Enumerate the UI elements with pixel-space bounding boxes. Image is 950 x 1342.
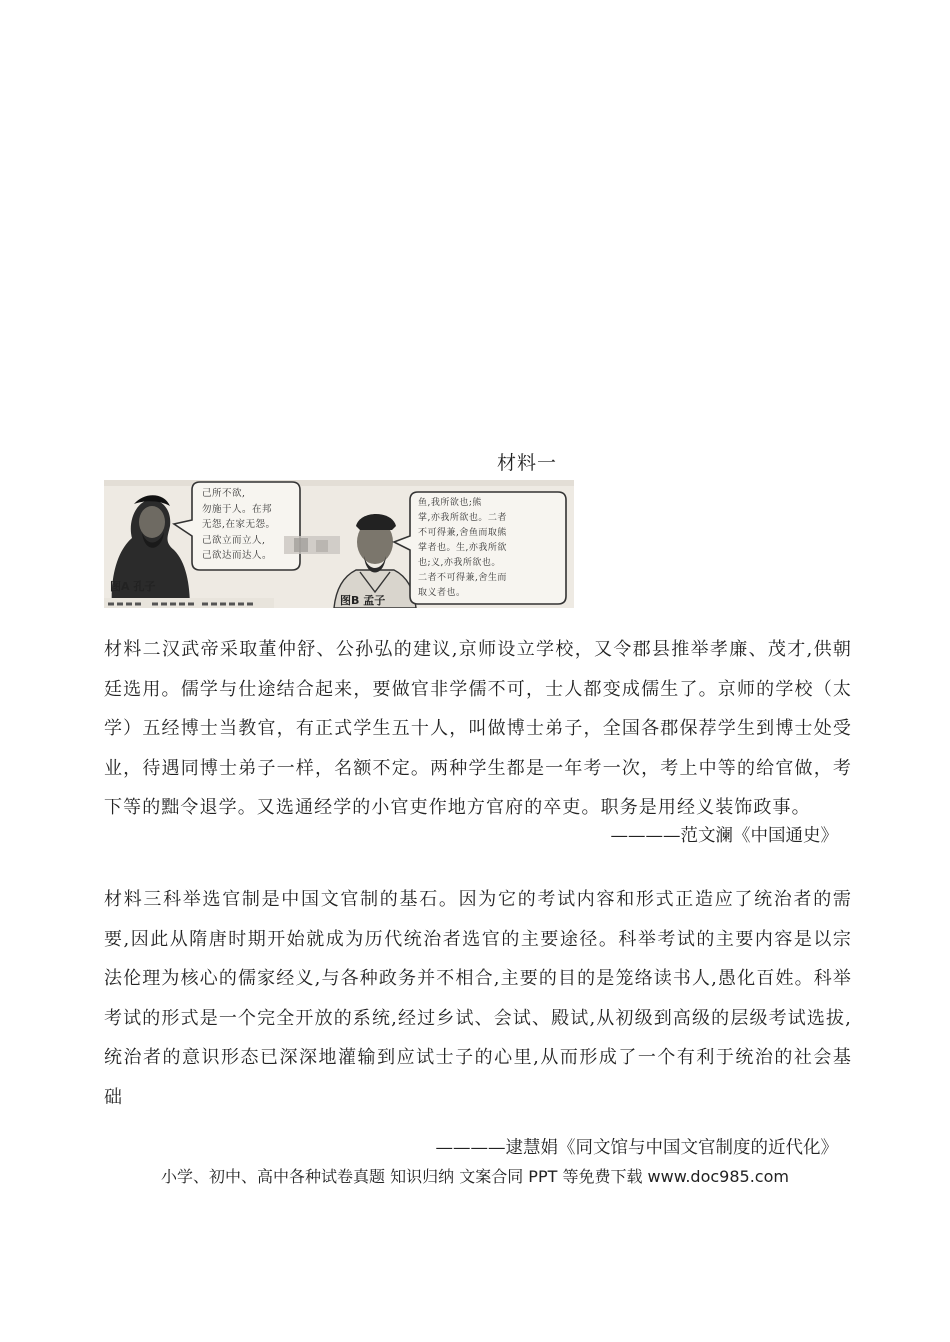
figure-b-caption: 图B 孟子	[340, 594, 386, 607]
comic-illustration	[104, 480, 574, 608]
material-two-source: ————范文澜《中国通史》	[610, 826, 838, 846]
footer-note: 小学、初中、高中各种试卷真题 知识归纳 文案合同 PPT 等免费下载 www.doc985.com	[161, 1167, 789, 1186]
confucius-speech: 己所不欲, 勿施于人。在邦 无怨,在家无怨。 己欲立而立人, 己欲达而达人。	[202, 488, 276, 561]
material-three-paragraph: 材料三科举选官制是中国文官制的基石。因为它的考试内容和形式正造应了统治者的需要,因此从隋唐时期开始就成为历代统治者选官的主要途径。科举考试的主要内容是以宗法伦理为核心的儒家经义,与各种政务并不相合,主要的目的是笼络读书人,愚化百姓。科举考试的形式是一个完全开放的系统,经过乡试、会试、殿试,从初级到高级的层级考试选拔,统治者的意识形态已深深地灌输到应试士子的心里,从而形成了一个有利于统治的社会基础	[104, 889, 852, 1108]
mencius-speech: 鱼,我所欲也;熊 掌,亦我所欲也。二者 不可得兼,舍鱼而取熊 掌者也。生,亦我所欲 也;义,亦我所欲也。 二者不可得兼,舍生而 取义者也。	[418, 498, 507, 598]
material-three-source: ————逮慧娟《同文馆与中国文官制度的近代化》	[435, 1138, 838, 1158]
material-one-title: 材料一	[497, 452, 558, 474]
figure-a-caption: 图A 孔子	[110, 580, 156, 593]
material-two-paragraph: 材料二汉武帝采取董仲舒、公孙弘的建议,京师设立学校，又令郡县推举孝廉、茂才,供朝廷选用。儒学与仕途结合起来，要做官非学儒不可，士人都变成儒生了。京师的学校（太学）五经博士当教官，有正式学生五十人，叫做博士弟子，全国各郡保荐学生到博士处受业，待遇同博士弟子一样，名额不定。两种学生都是一年考一次，考上中等的给官做，考下等的黜令退学。又选通经学的小官吏作地方官府的卒吏。职务是用经义装饰政事。	[104, 639, 852, 818]
